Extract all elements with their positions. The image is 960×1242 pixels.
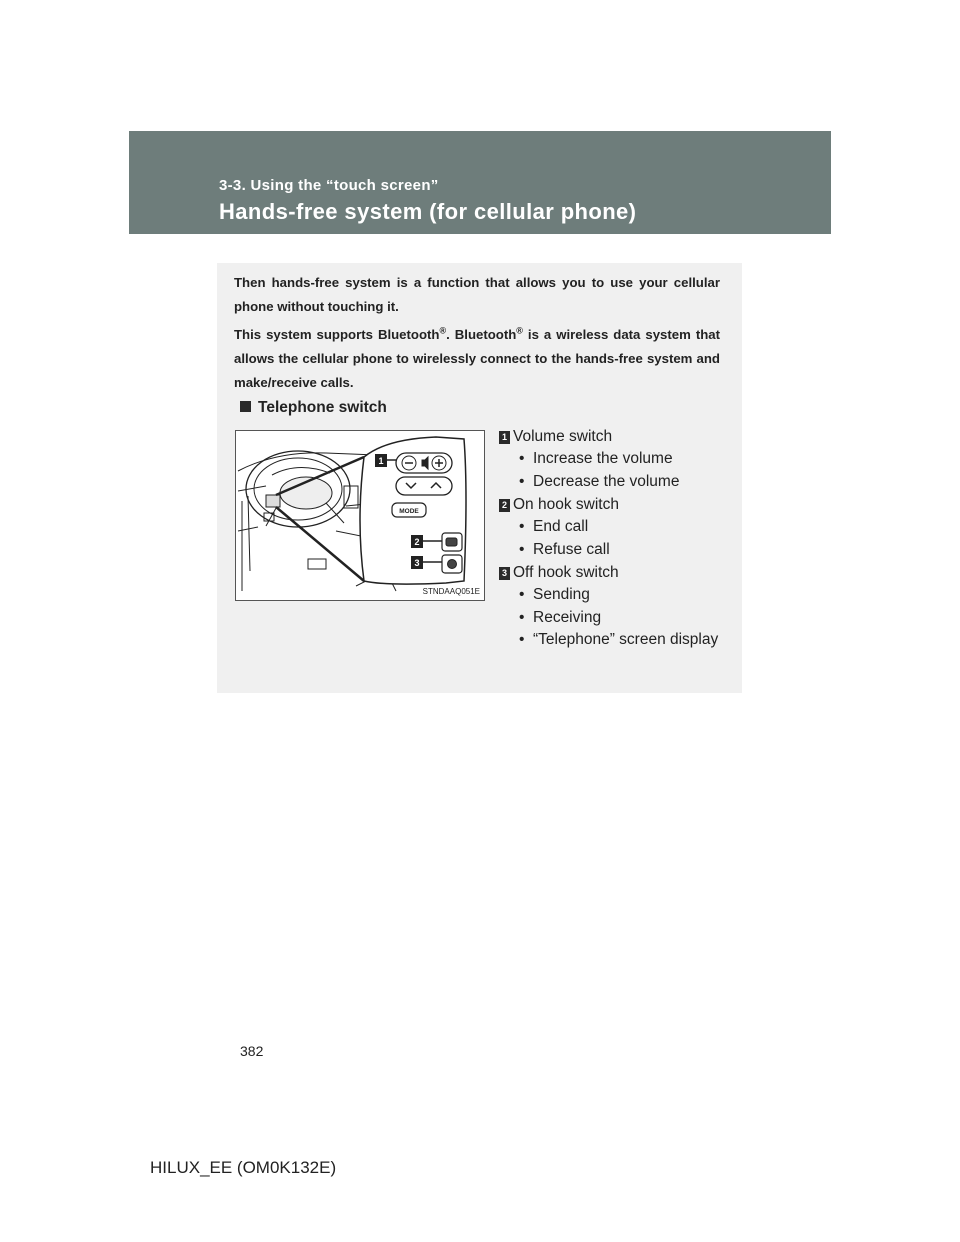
steering-switch-illustration	[235, 430, 485, 601]
sub-item: • Receiving	[519, 608, 602, 626]
list-item	[499, 425, 729, 448]
intro-paragraph-1: Then hands-free system is a function that allows you to use your cellular phone without touching it.	[234, 275, 720, 314]
sub-item: • Decrease the volume	[519, 472, 680, 490]
phone-pickup-icon	[448, 560, 457, 569]
item-label: Off hook switch	[513, 564, 619, 581]
wheel-switch-pad	[266, 495, 280, 507]
page-title: Hands-free system (for cellular phone)	[219, 199, 637, 224]
page-number: 382	[240, 1043, 264, 1059]
callout-2-label: 2	[414, 537, 420, 547]
callout-1-label: 1	[378, 456, 384, 466]
item-number-badge: 2	[499, 499, 510, 512]
subheading-text: Telephone switch	[258, 399, 387, 416]
section-label: 3-3. Using the “touch screen”	[219, 177, 439, 194]
intro-p2-part-c: is a wireless data system that allows the cellular phone to wirelessly connect to the hands-free system and make/receive calls.	[234, 327, 720, 390]
item-label: Volume switch	[513, 428, 613, 445]
footer-model-code: HILUX_EE (OM0K132E)	[150, 1158, 337, 1177]
mode-label: MODE	[399, 508, 419, 515]
section-header	[129, 131, 831, 234]
sub-item: • Refuse call	[519, 540, 610, 558]
item-number-badge: 1	[499, 431, 510, 444]
list-item	[499, 493, 729, 516]
sub-item: • “Telephone” screen display	[519, 631, 719, 648]
intro-text	[234, 271, 720, 399]
phone-hang-icon	[446, 538, 457, 546]
square-bullet-icon	[240, 401, 251, 412]
figure-code: STNDAAQ051E	[422, 587, 480, 596]
registered-mark: ®	[516, 325, 523, 336]
registered-mark: ®	[439, 325, 447, 336]
intro-p2-part-a: This system supports Bluetooth	[234, 327, 440, 342]
intro-p2-part-b: . Bluetooth	[446, 327, 517, 342]
sub-item: • Increase the volume	[519, 450, 673, 467]
callout-3-label: 3	[414, 558, 420, 568]
item-number-badge: 3	[499, 567, 510, 580]
seek-switch	[396, 477, 452, 495]
subheading	[240, 399, 387, 417]
switch-list	[499, 425, 729, 674]
item-label: On hook switch	[513, 496, 619, 513]
sub-item: • End call	[519, 518, 589, 535]
list-item	[499, 561, 729, 584]
content-panel	[217, 263, 742, 693]
intro-paragraph-2	[234, 323, 720, 395]
pedal	[308, 559, 326, 569]
leader-line	[276, 507, 364, 581]
sub-item: • Sending	[519, 586, 590, 603]
